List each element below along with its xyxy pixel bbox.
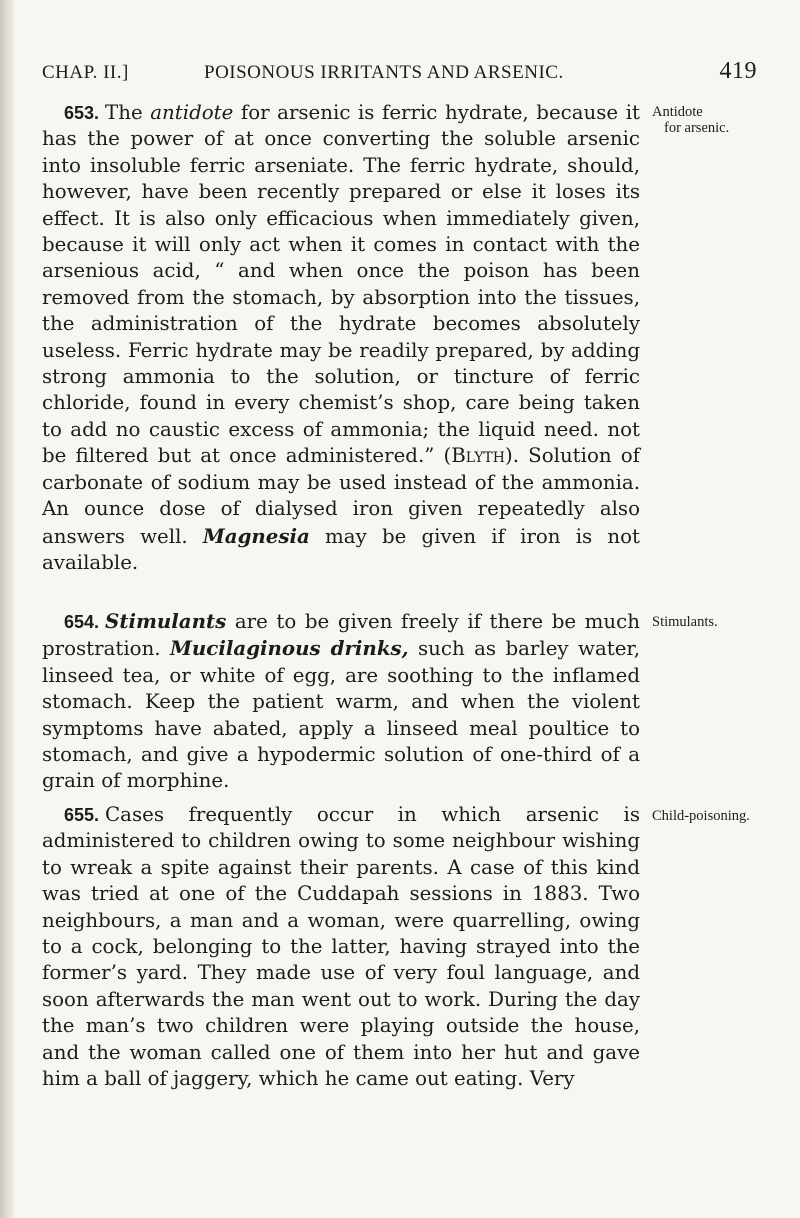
para-text: Cases frequently occur in which arsenic is administered to children owing to some neighbour wishing to wreak a spite against their parents. A case of this kind was tried at one of the Cuddapah sessions in 1883. Two neighbours, a man and a woman, were quarrelling, owing to a cock, belonging to the latter, having strayed into the former’s yard. They made use of very foul language, and soon afterwards the man went out to work. During the day the man’s two children were playing outside the house, and the woman called one of them into her hut and gave him a ball of jaggery, which he came out eating. Very	[42, 803, 640, 1091]
para-keyword: Magnesia	[202, 523, 310, 548]
para-text: such as barley water, linseed tea, or white of egg, are soothing to the inflamed stomach. Keep the patient warm, and when the violent symptoms have abated, apply a linseed meal poultice to stomach, and give a hypodermic solution of one-third of a grain of morphine.	[42, 637, 640, 793]
running-header	[42, 50, 757, 90]
margin-note-line: Antidote	[652, 104, 703, 120]
page-number: 419	[719, 58, 757, 84]
para-text: The	[105, 101, 151, 124]
page-binding-shadow	[0, 0, 14, 1218]
para-text: are to be given freely if there be much prostration.	[42, 610, 640, 661]
para-keyword: Stimulants	[105, 609, 227, 633]
margin-note-line: for arsenic.	[664, 120, 730, 136]
chapter-label: CHAP. II.]	[42, 62, 129, 83]
margin-note-antidote	[652, 104, 792, 136]
para-keyword: antidote	[150, 101, 234, 124]
paragraph-number: 655.	[64, 805, 100, 825]
paragraph-654	[42, 608, 640, 795]
running-title: POISONOUS IRRITANTS AND ARSENIC.	[204, 62, 564, 83]
paragraph-number: 654.	[64, 612, 100, 632]
paragraph-655	[42, 802, 640, 1092]
para-text: ). Solution of carbonate of sodium may be used instead of the ammonia. An ounce dose of dialysed iron given repeatedly also answers well.	[42, 444, 641, 548]
author-citation: Blyth	[451, 444, 505, 468]
paragraph-number: 653.	[64, 103, 100, 123]
margin-note-child-poisoning: Child-poisoning.	[652, 808, 750, 824]
margin-note-stimulants: Stimulants.	[652, 614, 718, 630]
para-keyword: Mucilaginous drinks,	[170, 636, 409, 661]
para-text: for arsenic is ferric hydrate, because it has the power of at once converting the soluble arsenic into insoluble ferric arseniate. The ferric hydrate, should, however, have been recently prepared or else it loses its effect. It is also only efficacious when immediately given, because it will only act when it comes in contact with the arsenious acid, “ and when once the poison has been removed from the stomach, by absorption into the tissues, the administration of the hydrate becomes absolutely useless. Ferric hydrate may be readily prepared, by adding strong ammonia to the solution, or tincture of ferric chloride, found in every chemist’s shop, care being taken to add no caustic excess of ammonia; the liquid need. not be filtered but at once administered.” (	[42, 101, 640, 468]
para-text: may be given if iron is not available.	[42, 524, 640, 574]
paragraph-653	[42, 100, 640, 576]
